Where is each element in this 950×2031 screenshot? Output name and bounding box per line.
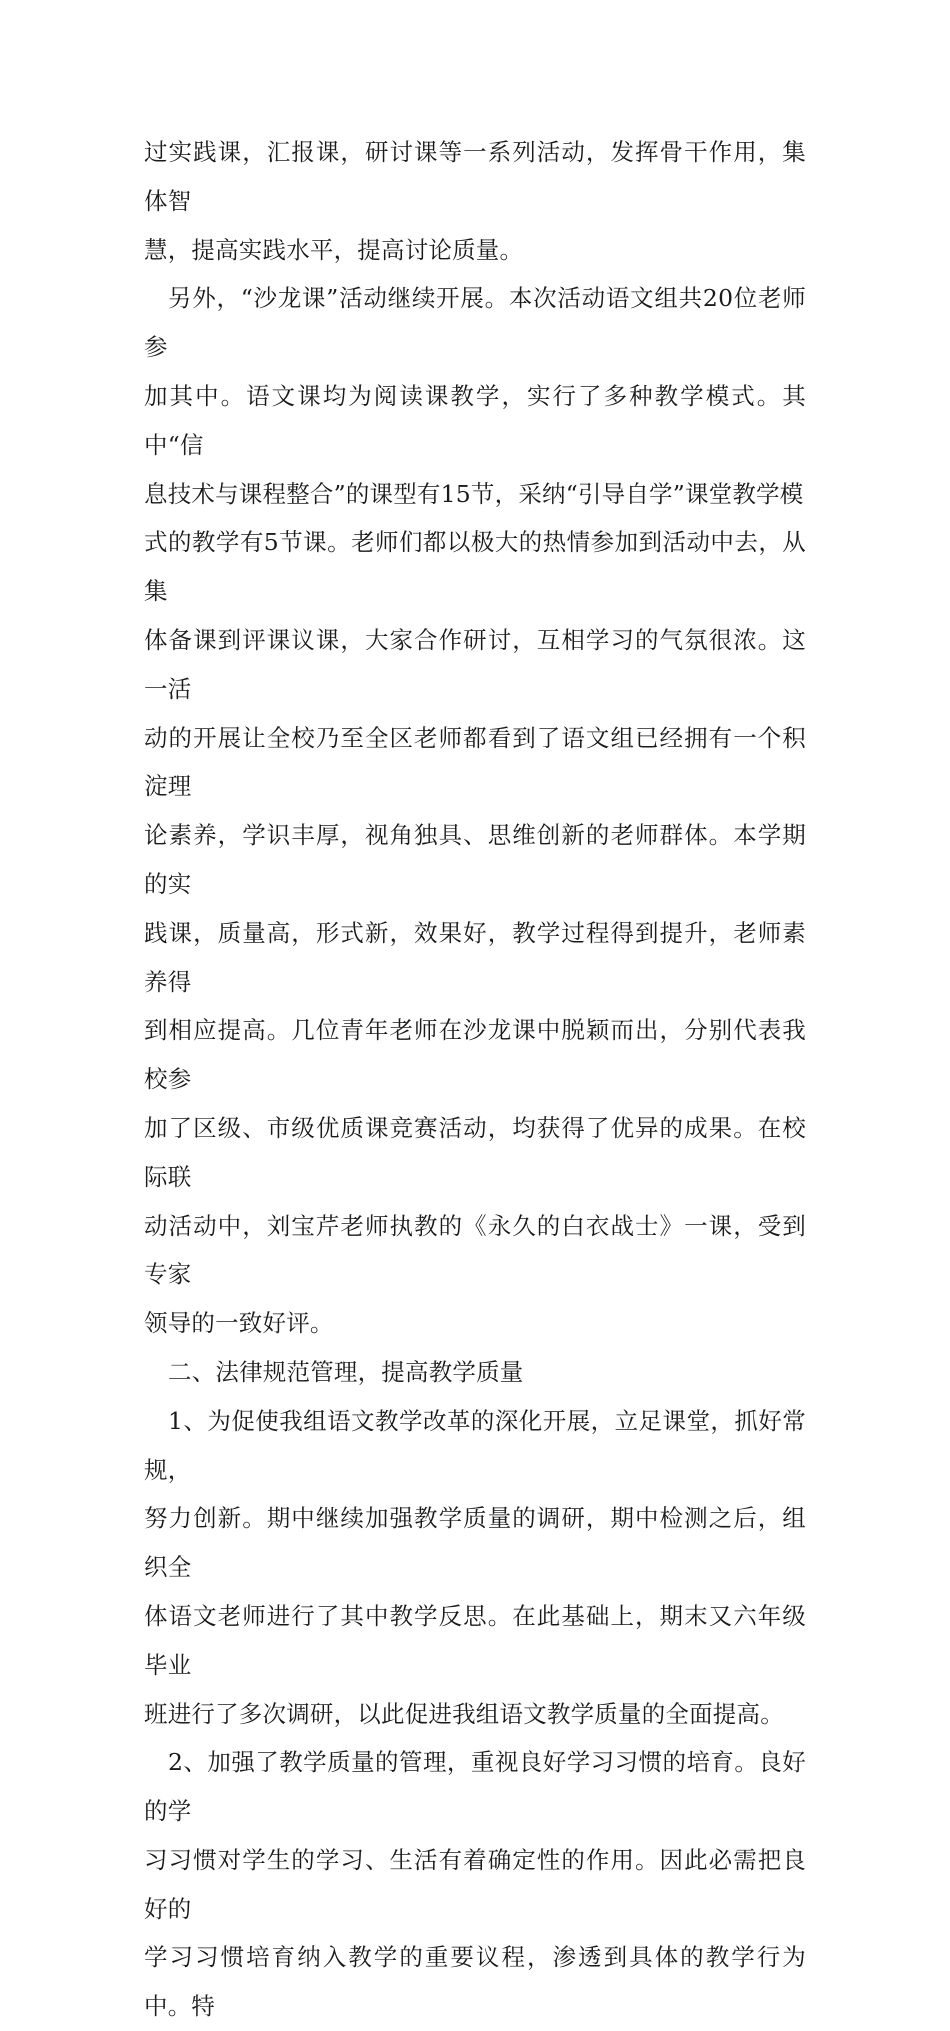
paragraph-item-2 [144, 1738, 806, 2031]
paragraph-item-1 [144, 1397, 806, 1739]
text-line: 慧，提高实践水平，提高讨论质量。 [144, 235, 524, 264]
text-line: 式的教学有5节课。老师们都以极大的热情参加到活动中去，从集 [144, 528, 806, 606]
section-heading [144, 1348, 806, 1397]
text-line: 过实践课，汇报课，研讨课等一系列活动，发挥骨干作用，集体智 [144, 138, 806, 215]
paragraph-salon-class [144, 274, 806, 1348]
text-line: 学习习惯培育纳入教学的重要议程，渗透到具体的教学行为中。特 [144, 1943, 806, 2021]
text-line: 另外，“沙龙课”活动继续开展。本次活动语文组共20位老师参 [144, 284, 806, 362]
text-line: 加其中。语文课均为阅读课教学，实行了多种教学模式。其中“信 [144, 381, 806, 459]
text-line: 1、为促使我组语文教学改革的深化开展，立足课堂，抓好常规， [144, 1406, 806, 1484]
text-line: 动活动中，刘宝芹老师执教的《永久的白衣战士》一课，受到专家 [144, 1211, 806, 1289]
heading-text: 二、法律规范管理，提高教学质量 [168, 1357, 524, 1386]
text-line: 到相应提高。几位青年老师在沙龙课中脱颖而出，分别代表我校参 [144, 1016, 806, 1094]
text-line: 体备课到评课议课，大家合作研讨，互相学习的气氛很浓。这一活 [144, 625, 806, 703]
text-line: 领导的一致好评。 [144, 1309, 334, 1338]
paragraph-continued [144, 128, 806, 274]
text-line: 体语文老师进行了其中教学反思。在此基础上，期末又六年级毕业 [144, 1601, 806, 1679]
text-line: 加了区级、市级优质课竞赛活动，均获得了优异的成果。在校际联 [144, 1113, 806, 1191]
text-line: 努力创新。期中继续加强教学质量的调研，期中检测之后，组织全 [144, 1504, 806, 1582]
text-line: 论素养，学识丰厚，视角独具、思维创新的老师群体。本学期的实 [144, 821, 806, 898]
text-line: 班进行了多次调研，以此促进我组语文教学质量的全面提高。 [144, 1699, 784, 1728]
document-body [144, 128, 806, 2031]
text-line: 息技术与课程整合”的课型有15节，采纳“引导自学”课堂教学模 [144, 479, 804, 508]
text-line: 习习惯对学生的学习、生活有着确定性的作用。因此必需把良好的 [144, 1845, 806, 1923]
text-line: 动的开展让全校乃至全区老师都看到了语文组已经拥有一个积淀理 [144, 723, 806, 801]
text-line: 践课，质量高，形式新，效果好，教学过程得到提升，老师素养得 [144, 918, 806, 996]
text-line: 2、加强了教学质量的管理，重视良好学习习惯的培育。良好的学 [144, 1748, 806, 1826]
